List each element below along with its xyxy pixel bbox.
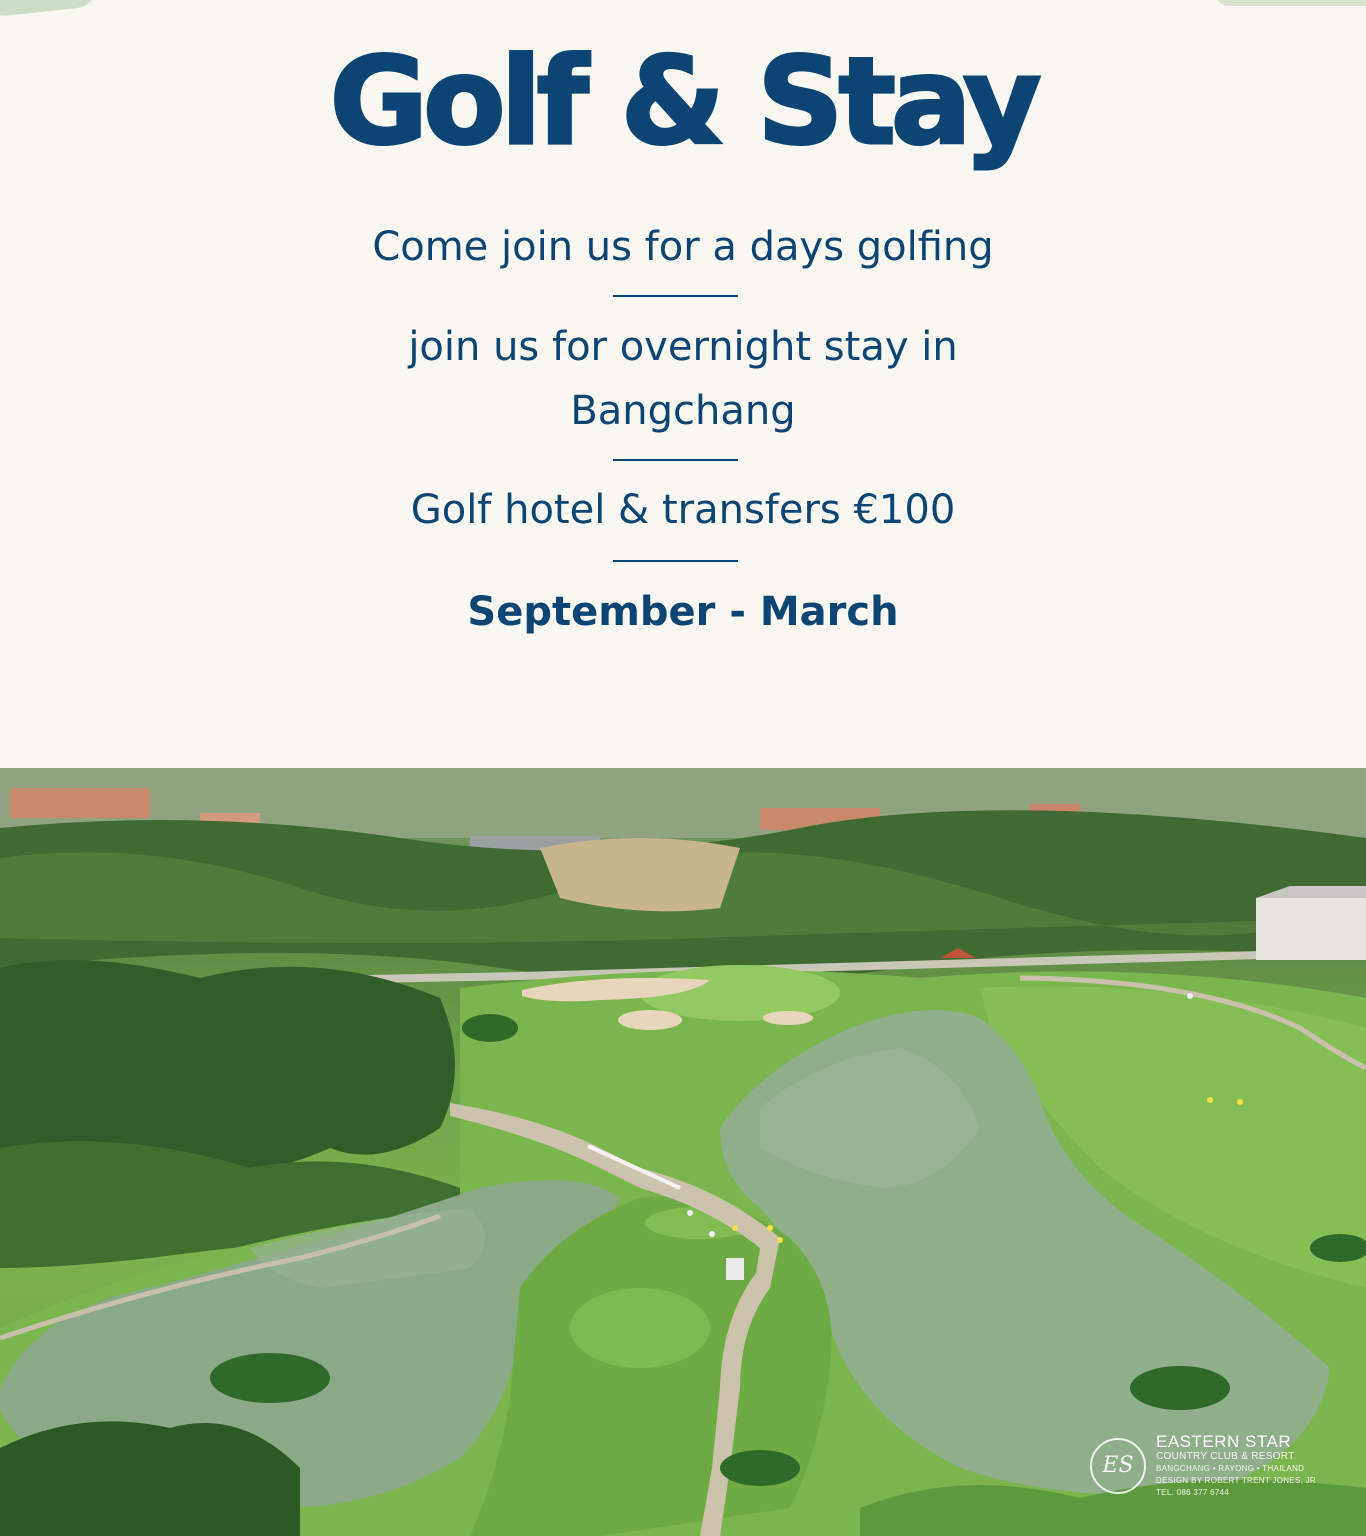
divider [613, 459, 738, 461]
clubhouse [1256, 898, 1366, 960]
eastern-star-logo [1090, 1432, 1330, 1502]
sand-bunker [763, 1011, 813, 1025]
golf-cart [726, 1258, 744, 1280]
sandy-clearing [540, 838, 740, 911]
logo-name: EASTERN STAR [1156, 1432, 1292, 1451]
tee-box [570, 1288, 710, 1368]
sand-bunker [618, 1010, 682, 1030]
divider [613, 295, 738, 297]
logo-phone: TEL. 086 377 6744 [1156, 1488, 1230, 1497]
rooftops [10, 788, 150, 818]
divider [613, 560, 738, 562]
aerial-scene [0, 768, 1366, 1536]
promo-line-day-golf: Come join us for a days golfing [372, 224, 994, 270]
eastern-star-seal-icon: ES [1090, 1438, 1146, 1494]
logo-subtitle: COUNTRY CLUB & RESORT [1156, 1451, 1295, 1462]
decorative-leaf [0, 0, 101, 18]
decorative-leaf [1216, 0, 1366, 6]
logo-designer: DESIGN BY ROBERT TRENT JONES, JR [1156, 1476, 1317, 1485]
foreground-trees [0, 1421, 300, 1536]
promo-line-overnight: join us for overnight stay in Bangchang [408, 324, 958, 434]
page-title: Golf & Stay [329, 33, 1037, 172]
season-dates: September - March [467, 589, 899, 635]
promo-line-price: Golf hotel & transfers €100 [410, 487, 956, 533]
golf-course-aerial-photo [0, 768, 1366, 1536]
logo-location: BANGCHANG • RAYONG • THAILAND [1156, 1464, 1305, 1473]
